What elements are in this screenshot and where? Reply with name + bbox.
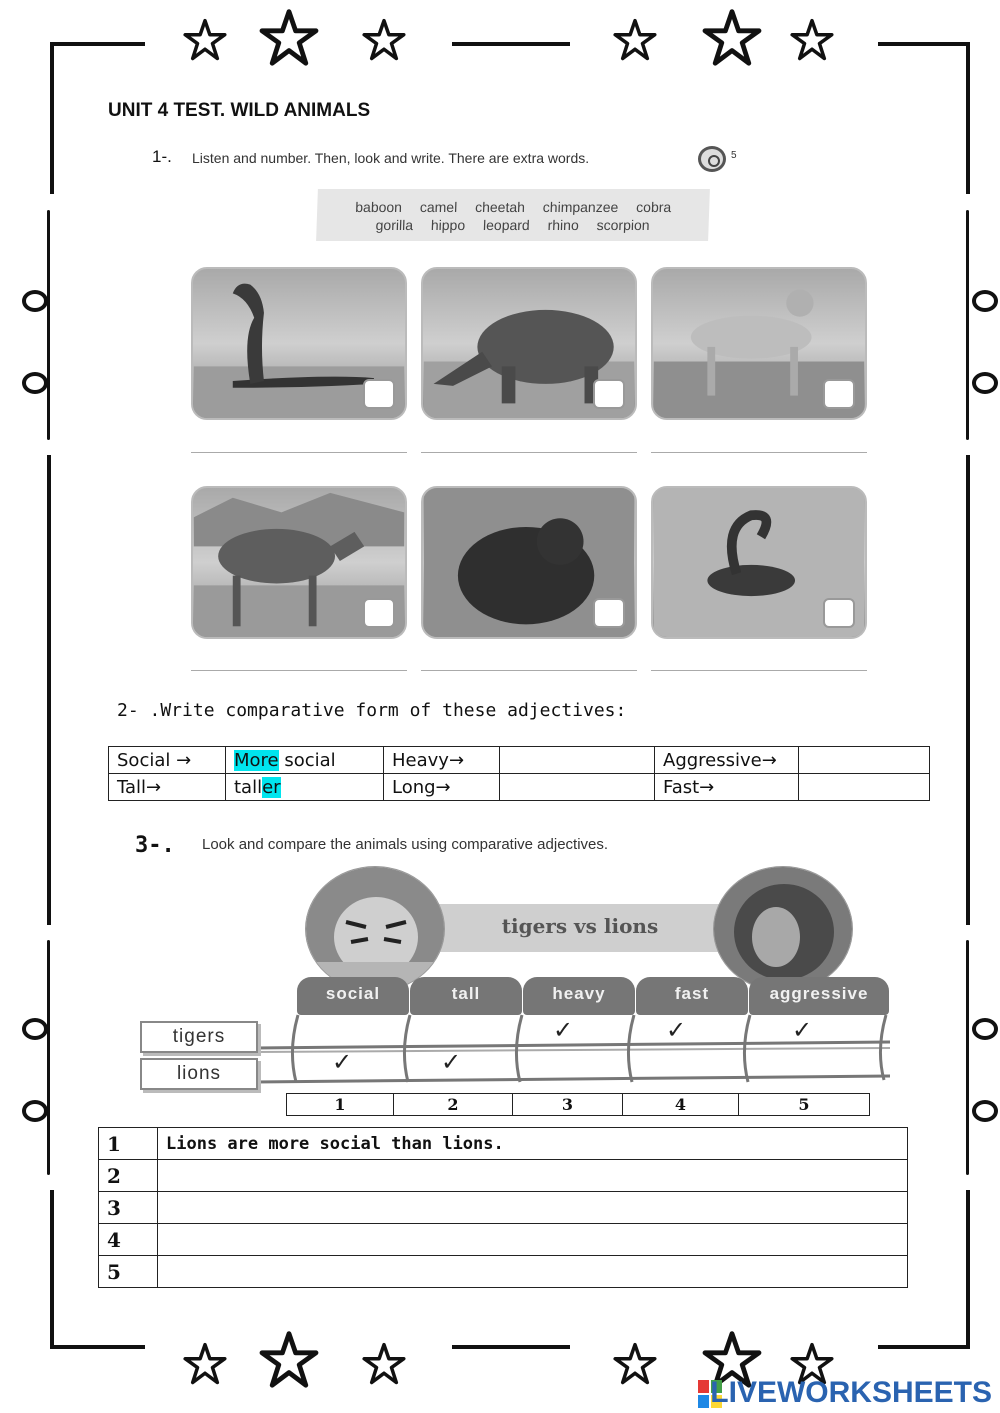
sentence-number: 2 <box>99 1160 158 1192</box>
exercise3-instruction: Look and compare the animals using comparative adjectives. <box>202 836 609 853</box>
sentence-number: 3 <box>99 1192 158 1224</box>
audio-track-number: 5 <box>731 150 737 161</box>
camel-photo <box>191 486 407 639</box>
exercise1-number: 1-. <box>152 147 172 166</box>
column-number: 4 <box>623 1094 739 1116</box>
answer-text: social <box>278 749 336 771</box>
number-box[interactable] <box>363 379 395 409</box>
sentence-answer[interactable] <box>158 1224 908 1256</box>
column-number: 1 <box>287 1094 394 1116</box>
star-icon <box>259 8 319 68</box>
sentence-number: 5 <box>99 1256 158 1288</box>
table-row <box>99 1224 908 1256</box>
scorpion-photo <box>651 486 867 639</box>
adjective-cell: Long→ <box>384 774 500 801</box>
check-icon: ✓ <box>553 1017 574 1044</box>
highlighted-text: More <box>234 749 279 771</box>
adjective-cell: Social → <box>109 747 226 774</box>
answer-text: tall <box>234 776 263 798</box>
exercise2-instruction: 2- .Write comparative form of these adjectives: <box>117 700 627 721</box>
exercise3-number: 3-. <box>135 833 175 858</box>
column-header-social: social <box>297 977 409 1015</box>
answer-line[interactable] <box>191 452 407 453</box>
sentence-answer[interactable] <box>158 1192 908 1224</box>
sentence-answer[interactable] <box>158 1256 908 1288</box>
answer-cell[interactable] <box>799 774 930 801</box>
comparatives-table <box>108 746 930 801</box>
sentence-answer[interactable] <box>158 1160 908 1192</box>
comparison-banner <box>430 904 730 952</box>
adjective-cell: Tall→ <box>109 774 226 801</box>
answer-line[interactable] <box>651 670 867 671</box>
adjective-cell: Fast→ <box>655 774 799 801</box>
number-box[interactable] <box>823 598 855 628</box>
sentence-answer[interactable]: Lions are more social than lions. <box>158 1128 908 1160</box>
check-icon: ✓ <box>666 1017 687 1044</box>
rhino-photo <box>421 267 637 420</box>
number-box[interactable] <box>593 598 625 628</box>
star-icon <box>183 18 227 62</box>
page-title: UNIT 4 TEST. WILD ANIMALS <box>108 100 371 121</box>
table-row <box>99 1128 908 1160</box>
star-icon <box>362 18 406 62</box>
star-icon <box>259 1330 319 1390</box>
number-box[interactable] <box>593 379 625 409</box>
star-icon <box>790 18 834 62</box>
lion-photo <box>713 866 853 992</box>
cheetah-photo <box>651 267 867 420</box>
sentence-number: 1 <box>99 1128 158 1160</box>
column-number: 3 <box>513 1094 623 1116</box>
star-icon <box>613 1342 657 1386</box>
number-box[interactable] <box>823 379 855 409</box>
column-header-tall: tall <box>410 977 522 1015</box>
answer-cell[interactable] <box>500 774 655 801</box>
star-icon <box>702 8 762 68</box>
column-header-fast: fast <box>636 977 748 1015</box>
tiger-photo <box>305 866 445 992</box>
gorilla-photo <box>421 486 637 639</box>
check-icon: ✓ <box>792 1017 813 1044</box>
column-numbers <box>286 1093 870 1116</box>
adjective-cell: Aggressive→ <box>655 747 799 774</box>
liveworksheets-logo[interactable]: LIVEWORKSHEETS <box>710 1376 992 1409</box>
adjective-cell: Heavy→ <box>384 747 500 774</box>
sentences-table <box>98 1127 908 1288</box>
table-row <box>99 1256 908 1288</box>
answer-cell[interactable] <box>500 747 655 774</box>
column-header-aggressive: aggressive <box>749 977 889 1015</box>
table-row <box>99 1192 908 1224</box>
banner-title: tigers vs lions <box>501 914 659 938</box>
number-box[interactable] <box>363 598 395 628</box>
column-number: 2 <box>394 1094 513 1116</box>
answer-cell[interactable] <box>226 774 384 801</box>
answer-cell[interactable] <box>799 747 930 774</box>
column-header-heavy: heavy <box>523 977 635 1015</box>
table-row <box>99 1160 908 1192</box>
answer-line[interactable] <box>191 670 407 671</box>
cobra-photo <box>191 267 407 420</box>
star-icon <box>362 1342 406 1386</box>
answer-line[interactable] <box>421 452 637 453</box>
table-row <box>287 1094 870 1116</box>
check-icon: ✓ <box>332 1049 353 1076</box>
answer-line[interactable] <box>421 670 637 671</box>
word-bank-row: gorilla hippo leopard rhino scorpion <box>375 217 650 233</box>
table-row <box>109 774 930 801</box>
table-row <box>109 747 930 774</box>
check-icon: ✓ <box>441 1049 462 1076</box>
row-label-lions: lions <box>140 1058 258 1090</box>
sentence-number: 4 <box>99 1224 158 1256</box>
answer-line[interactable] <box>651 452 867 453</box>
column-number: 5 <box>739 1094 870 1116</box>
word-bank <box>316 189 710 241</box>
highlighted-text: er <box>262 776 281 798</box>
exercise1-instruction: Listen and number. Then, look and write. There are extra words. <box>192 150 590 166</box>
star-icon <box>183 1342 227 1386</box>
answer-cell[interactable] <box>226 747 384 774</box>
word-bank-row: baboon camel cheetah chimpanzee cobra <box>355 199 672 215</box>
audio-cd-icon[interactable] <box>698 146 726 172</box>
star-icon <box>613 18 657 62</box>
row-label-tigers: tigers <box>140 1021 258 1053</box>
